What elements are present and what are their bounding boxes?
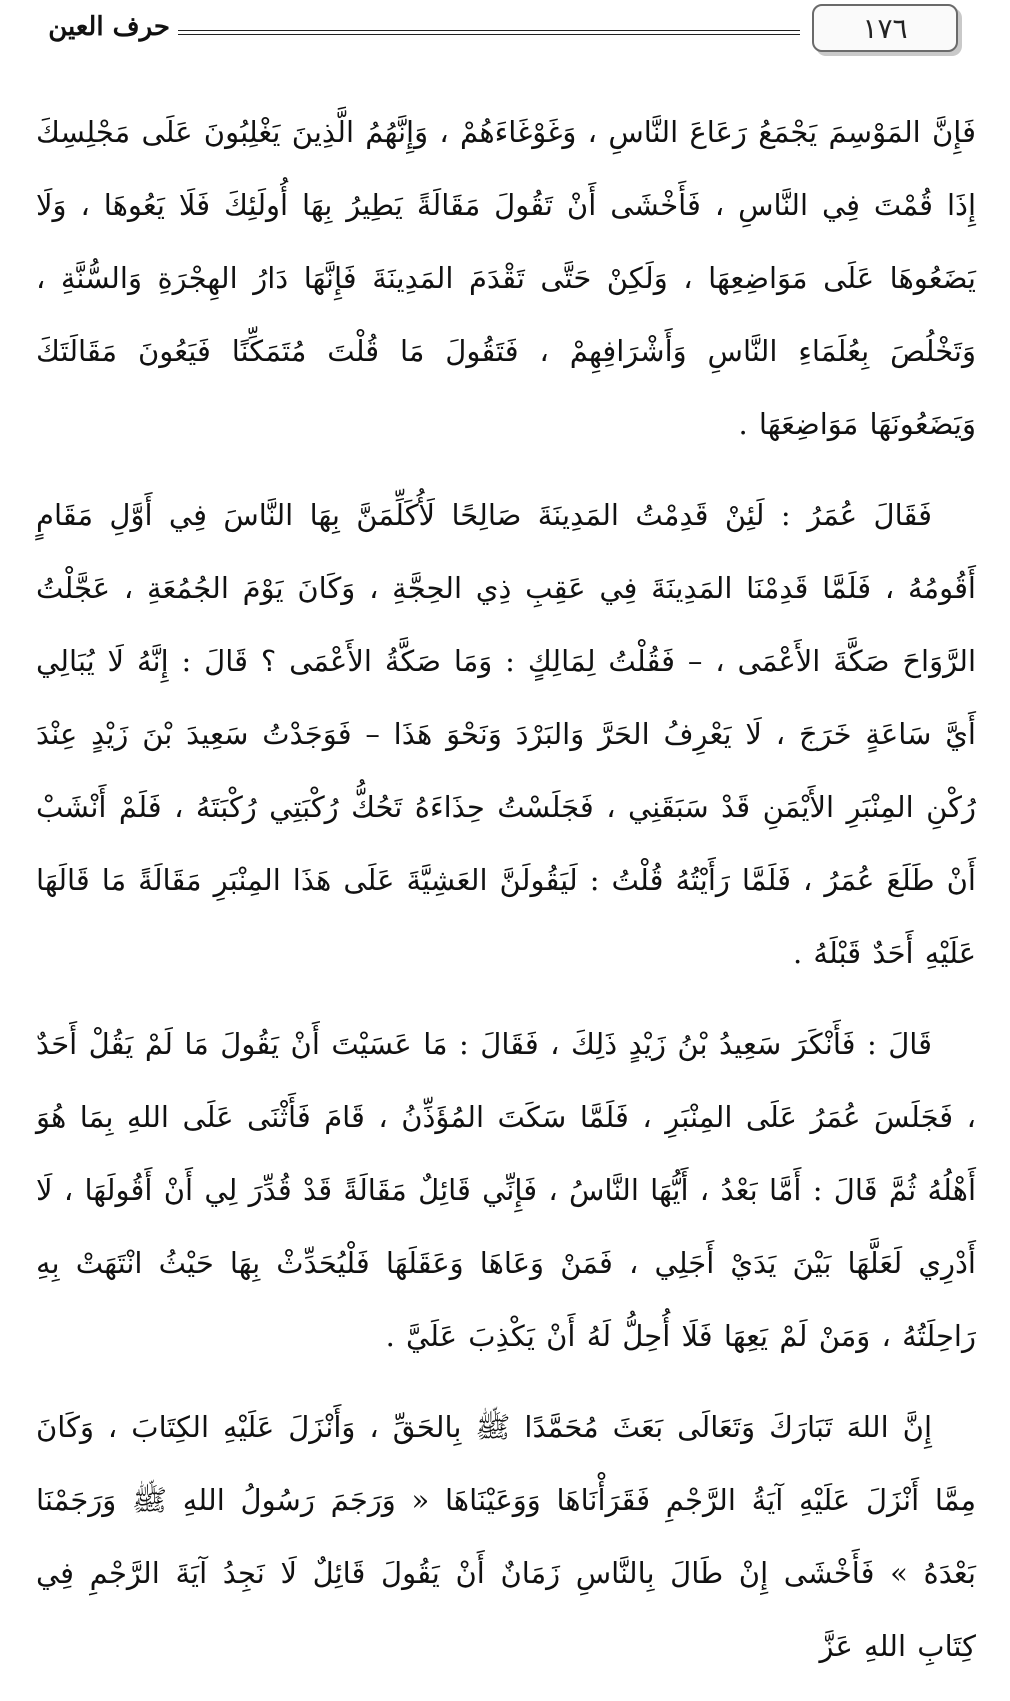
header-divider: [178, 30, 800, 35]
running-title: حرف العين: [48, 12, 170, 42]
paragraph-3: قَالَ : فَأَنْكَرَ سَعِيدُ بْنُ زَيْدٍ ذَلِكَ ، فَقَالَ : مَا عَسَيْتَ أَنْ يَقُولَ مَا لَمْ يَقُلْ أَحَدٌ ، فَجَلَسَ عُمَرُ عَلَى المِنْبَرِ ، فَلَمَّا سَكَتَ المُؤَذِّنُ ، قَامَ فَأَثْنَى عَلَى اللهِ بِمَا هُوَ أَهْلُهُ ثُمَّ قَالَ : أَمَّا بَعْدُ ، أَيُّهَا النَّاسُ ، فَإِنِّي قَائِلٌ مَقَالَةً قَدْ قُدِّرَ لِي أَنْ أَقُولَهَا ، لَا أَدْرِي لَعَلَّهَا بَيْنَ يَدَيْ أَجَلِي ، فَمَنْ وَعَاهَا وَعَقَلَهَا فَلْيُحَدِّثْ بِهَا حَيْثُ انْتَهَتْ بِهِ رَاحِلَتُهُ ، وَمَنْ لَمْ يَعِهَا فَلَا أُحِلُّ لَهُ أَنْ يَكْذِبَ عَلَيَّ .: [36, 1027, 976, 1353]
page-header: [0, 0, 1010, 60]
page-body: [36, 96, 976, 1701]
paragraph-4: إِنَّ اللهَ تَبَارَكَ وَتَعَالَى بَعَثَ مُحَمَّدًا ﷺ بِالحَقِّ ، وَأَنْزَلَ عَلَيْهِ الكِتَابَ ، وَكَانَ مِمَّا أَنْزَلَ عَلَيْهِ آيَةُ الرَّجْمِ فَقَرَأْنَاهَا وَوَعَيْنَاهَا « وَرَجَمَ رَسُولُ اللهِ ﷺ وَرَجَمْنَا بَعْدَهُ » فَأَخْشَى إِنْ طَالَ بِالنَّاسِ زَمَانٌ أَنْ يَقُولَ قَائِلٌ لَا نَجِدُ آيَةَ الرَّجْمِ فِي كِتَابِ اللهِ عَزَّ: [36, 1410, 976, 1663]
paragraph-1: فَإِنَّ المَوْسِمَ يَجْمَعُ رَعَاعَ النَّاسِ ، وَغَوْغَاءَهُمْ ، وَإِنَّهُمُ الَّذِينَ يَغْلِبُونَ عَلَى مَجْلِسِكَ إِذَا قُمْتَ فِي النَّاسِ ، فَأَخْشَى أَنْ تَقُولَ مَقَالَةً يَطِيرُ بِهَا أُولَئِكَ فَلَا يَعُوهَا ، وَلَا يَضَعُوهَا عَلَى مَوَاضِعِهَا ، وَلَكِنْ حَتَّى تَقْدَمَ المَدِينَةَ فَإِنَّهَا دَارُ الهِجْرَةِ وَالسُّنَّةِ ، وَتَخْلُصَ بِعُلَمَاءِ النَّاسِ وَأَشْرَافِهِمْ ، فَتَقُولَ مَا قُلْتَ مُتَمَكِّنًا فَيَعُونَ مَقَالَتَكَ وَيَضَعُونَهَا مَوَاضِعَهَا .: [36, 115, 976, 441]
paragraph-2: فَقَالَ عُمَرُ : لَئِنْ قَدِمْتُ المَدِينَةَ صَالِحًا لَأُكَلِّمَنَّ بِهَا النَّاسَ فِي أَوَّلِ مَقَامٍ أَقُومُهُ ، فَلَمَّا قَدِمْنَا المَدِينَةَ فِي عَقِبِ ذِي الحِجَّةِ ، وَكَانَ يَوْمَ الجُمُعَةِ ، عَجَّلْتُ الرَّوَاحَ صَكَّةَ الأَعْمَى ، – فَقُلْتُ لِمَالِكٍ : وَمَا صَكَّةُ الأَعْمَى ؟ قَالَ : إِنَّهُ لَا يُبَالِي أَيَّ سَاعَةٍ خَرَجَ ، لَا يَعْرِفُ الحَرَّ وَالبَرْدَ وَنَحْوَ هَذَا – فَوَجَدْتُ سَعِيدَ بْنَ زَيْدٍ عِنْدَ رُكْنِ المِنْبَرِ الأَيْمَنِ قَدْ سَبَقَنِي ، فَجَلَسْتُ حِذَاءَهُ تَحُكُّ رُكْبَتِي رُكْبَتَهُ ، فَلَمْ أَنْشَبْ أَنْ طَلَعَ عُمَرُ ، فَلَمَّا رَأَيْتُهُ قُلْتُ : لَيَقُولَنَّ العَشِيَّةَ عَلَى هَذَا المِنْبَرِ مَقَالَةً مَا قَالَهَا عَلَيْهِ أَحَدٌ قَبْلَهُ .: [36, 498, 976, 970]
page-number: ١٧٦: [812, 4, 958, 52]
